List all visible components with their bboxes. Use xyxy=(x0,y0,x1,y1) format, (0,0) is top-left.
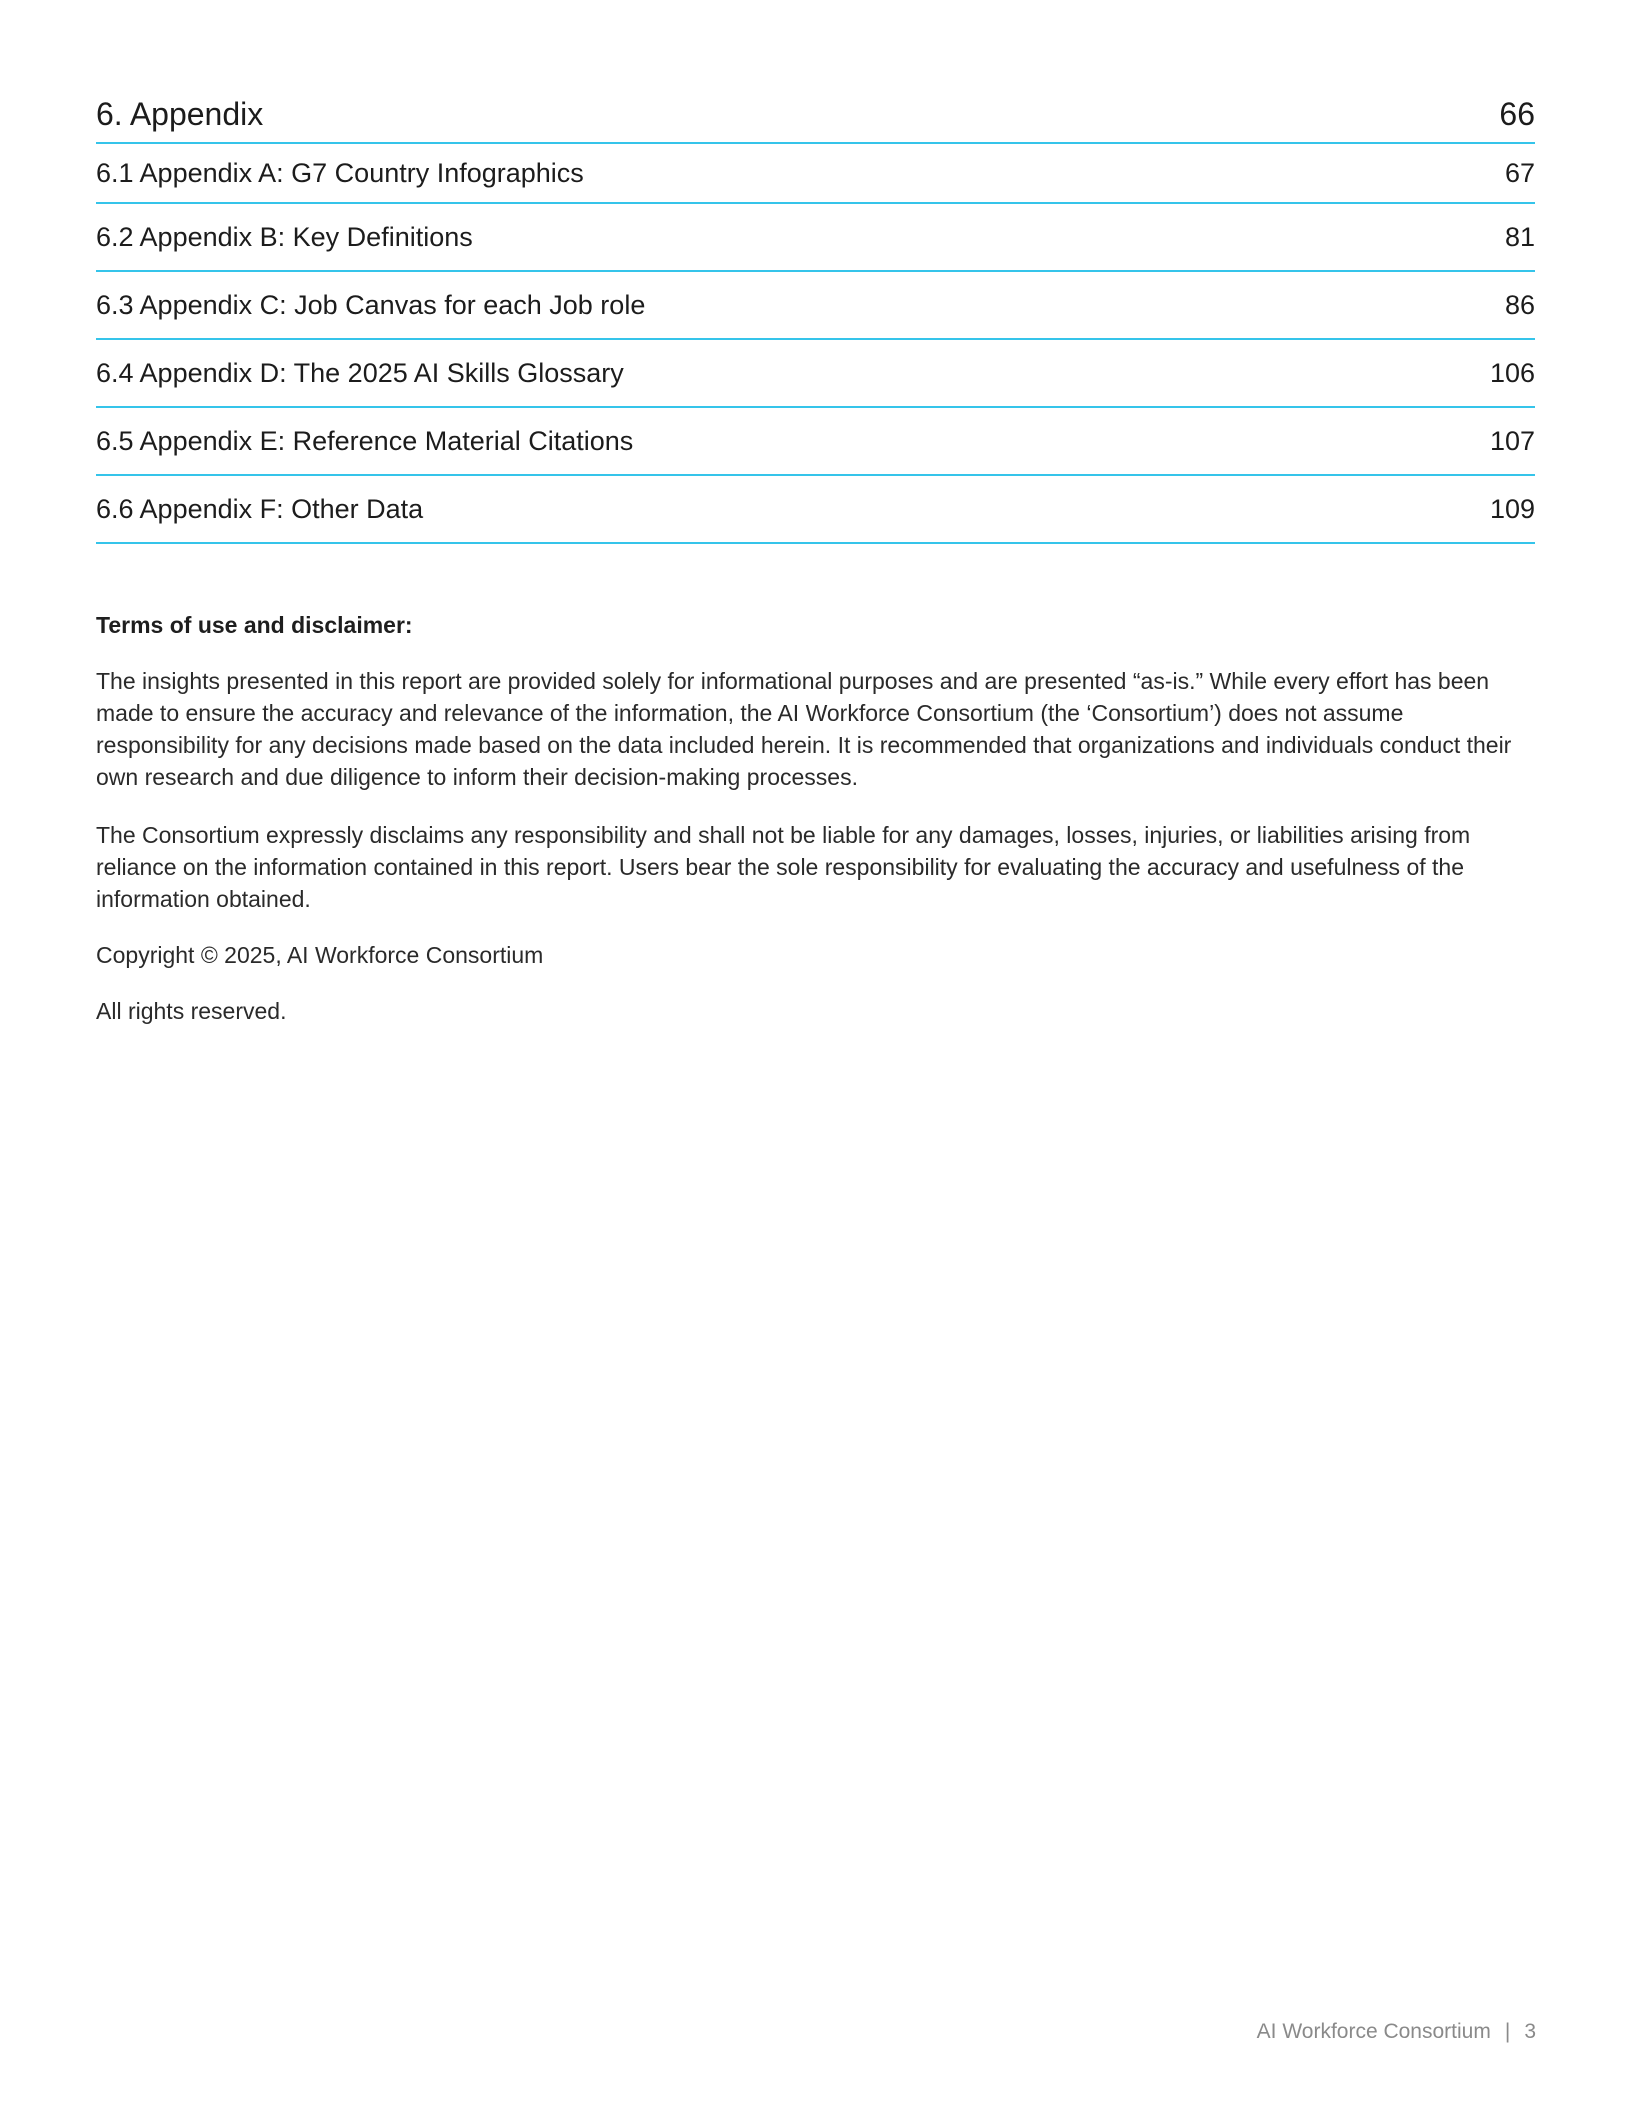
footer-separator: | xyxy=(1504,2020,1511,2043)
toc-item-page: 67 xyxy=(1504,157,1535,188)
toc-item-appendix-b[interactable] xyxy=(96,204,1535,272)
document-page xyxy=(96,86,1535,1027)
copyright-notice: Copyright © 2025, AI Workforce Consortium xyxy=(96,942,544,968)
toc-section-heading[interactable] xyxy=(96,86,1535,144)
toc-item-page: 109 xyxy=(1489,493,1535,524)
toc-item-title: 6.1 Appendix A: G7 Country Infographics xyxy=(96,157,584,188)
toc-item-title: 6.2 Appendix B: Key Definitions xyxy=(96,221,473,252)
toc-item-page: 107 xyxy=(1489,425,1535,456)
toc-item-appendix-d[interactable] xyxy=(96,340,1535,408)
terms-heading: Terms of use and disclaimer: xyxy=(96,612,413,638)
toc-item-page: 81 xyxy=(1504,221,1535,252)
toc-item-page: 106 xyxy=(1489,357,1535,388)
footer-page-number: 3 xyxy=(1524,2020,1536,2043)
toc-item-title: 6.5 Appendix E: Reference Material Citations xyxy=(96,425,634,456)
toc-item-appendix-c[interactable] xyxy=(96,272,1535,340)
disclaimer-paragraph-2: The Consortium expressly disclaims any responsibility and shall not be liable for any damages, losses, injuries, or liabilities arising from reliance on the information contained in this report. Users bear the sole responsibility for evaluating the accuracy and usefulness of the information obtained. xyxy=(96,822,1471,912)
toc-list xyxy=(96,144,1535,544)
footer-org: AI Workforce Consortium xyxy=(1256,2020,1491,2043)
toc-item-appendix-e[interactable] xyxy=(96,408,1535,476)
toc-item-title: 6.6 Appendix F: Other Data xyxy=(96,493,424,524)
rights-notice: All rights reserved. xyxy=(96,998,287,1024)
toc-item-page: 86 xyxy=(1504,289,1535,320)
toc-section-title: 6. Appendix xyxy=(96,95,264,132)
toc-section-page: 66 xyxy=(1499,95,1535,132)
toc-item-appendix-a[interactable] xyxy=(96,144,1535,204)
disclaimer-paragraph-1: The insights presented in this report are provided solely for informational purposes and are presented “as-is.” While every effort has been made to ensure the accuracy and relevance of the information, the AI Workforce Consortium (the ‘Consortium’) does not assume responsibility for any decisions made based on the data included herein. It is recommended that organizations and individuals conduct their own research and due diligence to inform their decision-making processes. xyxy=(96,668,1512,790)
page-footer xyxy=(1257,2020,1536,2044)
toc-item-title: 6.3 Appendix C: Job Canvas for each Job role xyxy=(96,289,646,320)
toc-item-appendix-f[interactable] xyxy=(96,476,1535,544)
toc-item-title: 6.4 Appendix D: The 2025 AI Skills Glossary xyxy=(96,357,624,388)
